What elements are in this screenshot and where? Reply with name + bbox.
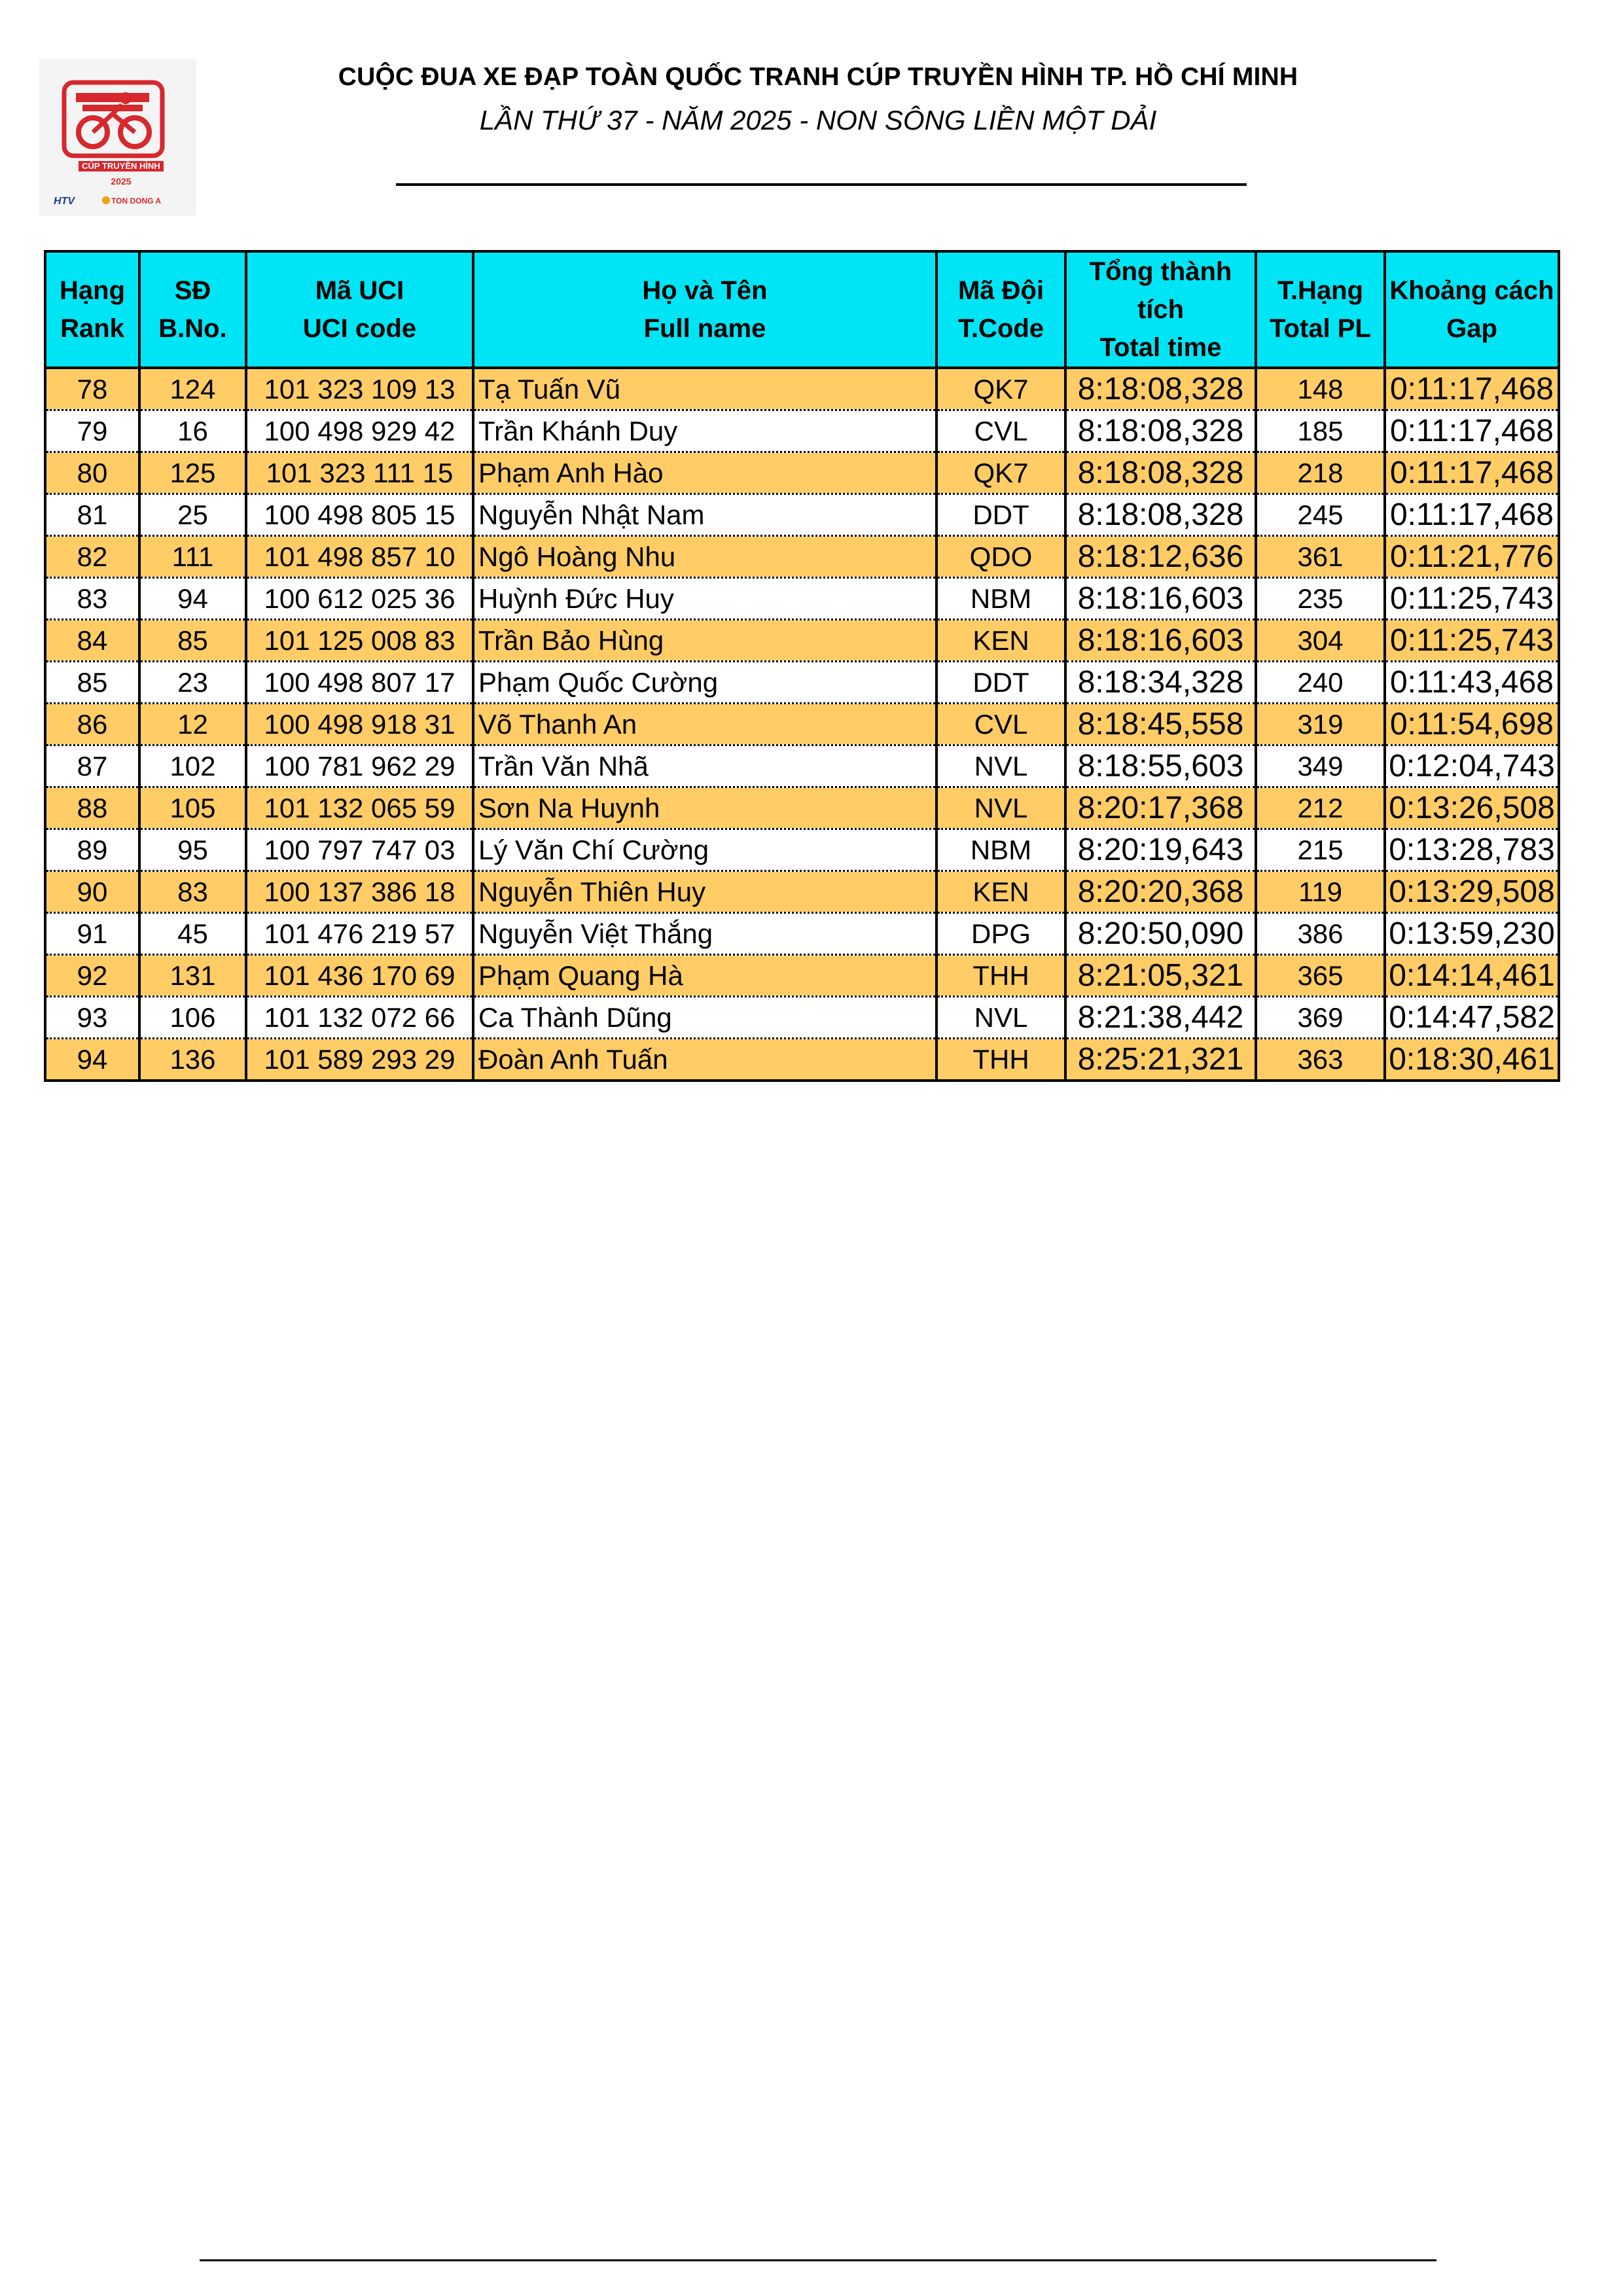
cell-team: NVL <box>936 745 1065 787</box>
cell-pl: 240 <box>1256 662 1385 704</box>
cell-name: Ngô Hoàng Nhu <box>473 536 936 578</box>
cell-bib: 111 <box>139 536 246 578</box>
event-logo <box>39 59 196 216</box>
table-row <box>45 578 1559 620</box>
cell-pl: 365 <box>1256 955 1385 997</box>
cell-bib: 125 <box>139 452 246 494</box>
header-uci-code: Mã UCI UCI code <box>246 251 473 368</box>
cell-team: KEN <box>936 871 1065 913</box>
cell-pl: 349 <box>1256 745 1385 787</box>
cell-name: Huỳnh Đức Huy <box>473 578 936 620</box>
table-row <box>45 452 1559 494</box>
cell-pl: 304 <box>1256 620 1385 662</box>
page-title: CUỘC ĐUA XE ĐẠP TOÀN QUỐC TRANH CÚP TRUYỀN HÌNH TP. HỒ CHÍ MINH <box>338 63 1298 91</box>
logo-sponsor-htv: HTV <box>54 196 75 207</box>
cell-bib: 16 <box>139 410 246 452</box>
cell-uci: 100 498 807 17 <box>246 662 473 704</box>
cell-time: 8:20:19,643 <box>1065 829 1256 871</box>
cell-rank: 82 <box>45 536 139 578</box>
cell-gap: 0:11:25,743 <box>1385 620 1559 662</box>
cell-name: Trần Khánh Duy <box>473 410 936 452</box>
cell-gap: 0:14:14,461 <box>1385 955 1559 997</box>
cell-gap: 0:11:17,468 <box>1385 452 1559 494</box>
table-row <box>45 662 1559 704</box>
cell-uci: 101 498 857 10 <box>246 536 473 578</box>
cell-gap: 0:13:29,508 <box>1385 871 1559 913</box>
cell-time: 8:20:50,090 <box>1065 913 1256 955</box>
cell-team: DDT <box>936 494 1065 536</box>
cell-rank: 86 <box>45 704 139 745</box>
cell-pl: 218 <box>1256 452 1385 494</box>
cell-uci: 100 797 747 03 <box>246 829 473 871</box>
table-row <box>45 494 1559 536</box>
header-team-code: Mã Đội T.Code <box>936 251 1065 368</box>
cell-time: 8:21:05,321 <box>1065 955 1256 997</box>
cell-name: Tạ Tuấn Vũ <box>473 368 936 410</box>
title-underline <box>396 183 1247 186</box>
cell-rank: 83 <box>45 578 139 620</box>
cell-pl: 119 <box>1256 871 1385 913</box>
results-table <box>44 250 1560 1082</box>
table-header-row <box>45 251 1559 368</box>
cell-gap: 0:11:43,468 <box>1385 662 1559 704</box>
cell-gap: 0:12:04,743 <box>1385 745 1559 787</box>
header-total-pl: T.Hạng Total PL <box>1256 251 1385 368</box>
cell-team: KEN <box>936 620 1065 662</box>
table-row <box>45 745 1559 787</box>
cell-uci: 100 498 918 31 <box>246 704 473 745</box>
cell-rank: 79 <box>45 410 139 452</box>
cell-uci: 101 323 109 13 <box>246 368 473 410</box>
cell-name: Nguyễn Thiên Huy <box>473 871 936 913</box>
cell-name: Đoàn Anh Tuấn <box>473 1039 936 1081</box>
cell-team: QDO <box>936 536 1065 578</box>
cell-team: CVL <box>936 704 1065 745</box>
table-row <box>45 871 1559 913</box>
cell-uci: 101 132 065 59 <box>246 787 473 829</box>
cell-bib: 25 <box>139 494 246 536</box>
cell-name: Nguyễn Việt Thắng <box>473 913 936 955</box>
cell-team: NVL <box>936 997 1065 1039</box>
cell-team: DPG <box>936 913 1065 955</box>
table-row <box>45 787 1559 829</box>
cell-time: 8:18:55,603 <box>1065 745 1256 787</box>
cell-rank: 93 <box>45 997 139 1039</box>
footer-rule <box>200 2259 1436 2261</box>
cell-rank: 94 <box>45 1039 139 1081</box>
table-row <box>45 829 1559 871</box>
cell-bib: 45 <box>139 913 246 955</box>
cell-uci: 101 323 111 15 <box>246 452 473 494</box>
cell-gap: 0:18:30,461 <box>1385 1039 1559 1081</box>
table-row <box>45 368 1559 410</box>
cell-rank: 84 <box>45 620 139 662</box>
cell-team: QK7 <box>936 452 1065 494</box>
cell-bib: 94 <box>139 578 246 620</box>
cell-time: 8:18:12,636 <box>1065 536 1256 578</box>
table-row <box>45 620 1559 662</box>
logo-year: 2025 <box>111 176 132 187</box>
cell-pl: 215 <box>1256 829 1385 871</box>
cell-pl: 185 <box>1256 410 1385 452</box>
logo-sponsor-tondonga: TON DONG A <box>111 196 162 206</box>
cell-time: 8:21:38,442 <box>1065 997 1256 1039</box>
cell-name: Nguyễn Nhật Nam <box>473 494 936 536</box>
cell-uci: 100 498 805 15 <box>246 494 473 536</box>
logo-name: CÚP TRUYỀN HÌNH <box>82 161 160 171</box>
cell-gap: 0:11:54,698 <box>1385 704 1559 745</box>
table-row <box>45 913 1559 955</box>
cell-rank: 89 <box>45 829 139 871</box>
cell-team: NBM <box>936 829 1065 871</box>
cell-rank: 85 <box>45 662 139 704</box>
cell-bib: 102 <box>139 745 246 787</box>
header-gap: Khoảng cách Gap <box>1385 251 1559 368</box>
cell-uci: 101 125 008 83 <box>246 620 473 662</box>
cell-time: 8:18:08,328 <box>1065 494 1256 536</box>
cell-uci: 101 132 072 66 <box>246 997 473 1039</box>
cell-uci: 100 498 929 42 <box>246 410 473 452</box>
cell-name: Ca Thành Dũng <box>473 997 936 1039</box>
cell-rank: 80 <box>45 452 139 494</box>
cell-time: 8:18:08,328 <box>1065 452 1256 494</box>
cell-pl: 148 <box>1256 368 1385 410</box>
cell-pl: 363 <box>1256 1039 1385 1081</box>
cell-pl: 212 <box>1256 787 1385 829</box>
cell-gap: 0:11:17,468 <box>1385 494 1559 536</box>
cell-team: DDT <box>936 662 1065 704</box>
cell-pl: 319 <box>1256 704 1385 745</box>
cell-gap: 0:14:47,582 <box>1385 997 1559 1039</box>
cell-team: NVL <box>936 787 1065 829</box>
cell-bib: 106 <box>139 997 246 1039</box>
cyclist-logo-icon <box>39 59 196 216</box>
cell-bib: 105 <box>139 787 246 829</box>
cell-team: THH <box>936 1039 1065 1081</box>
cell-time: 8:20:17,368 <box>1065 787 1256 829</box>
table-row <box>45 1039 1559 1081</box>
cell-uci: 101 436 170 69 <box>246 955 473 997</box>
cell-pl: 235 <box>1256 578 1385 620</box>
cell-time: 8:25:21,321 <box>1065 1039 1256 1081</box>
table-row <box>45 536 1559 578</box>
cell-uci: 100 612 025 36 <box>246 578 473 620</box>
cell-rank: 90 <box>45 871 139 913</box>
cell-gap: 0:11:21,776 <box>1385 536 1559 578</box>
cell-bib: 23 <box>139 662 246 704</box>
page-subtitle: LẦN THỨ 37 - NĂM 2025 - NON SÔNG LIỀN MỘT DẢI <box>479 105 1157 135</box>
cell-pl: 386 <box>1256 913 1385 955</box>
cell-team: NBM <box>936 578 1065 620</box>
table-row <box>45 410 1559 452</box>
cell-pl: 245 <box>1256 494 1385 536</box>
cell-time: 8:18:45,558 <box>1065 704 1256 745</box>
header-rank: Hạng Rank <box>45 251 139 368</box>
table-row <box>45 704 1559 745</box>
cell-name: Trần Bảo Hùng <box>473 620 936 662</box>
cell-name: Võ Thanh An <box>473 704 936 745</box>
cell-name: Sơn Na Huynh <box>473 787 936 829</box>
cell-time: 8:18:08,328 <box>1065 410 1256 452</box>
cell-rank: 87 <box>45 745 139 787</box>
cell-rank: 91 <box>45 913 139 955</box>
table-row <box>45 997 1559 1039</box>
cell-pl: 361 <box>1256 536 1385 578</box>
cell-time: 8:18:08,328 <box>1065 368 1256 410</box>
cell-bib: 95 <box>139 829 246 871</box>
cell-name: Phạm Quốc Cường <box>473 662 936 704</box>
cell-bib: 136 <box>139 1039 246 1081</box>
cell-time: 8:18:34,328 <box>1065 662 1256 704</box>
cell-uci: 100 137 386 18 <box>246 871 473 913</box>
cell-bib: 85 <box>139 620 246 662</box>
cell-name: Phạm Quang Hà <box>473 955 936 997</box>
cell-team: QK7 <box>936 368 1065 410</box>
cell-bib: 124 <box>139 368 246 410</box>
cell-gap: 0:11:17,468 <box>1385 368 1559 410</box>
cell-rank: 81 <box>45 494 139 536</box>
cell-gap: 0:13:28,783 <box>1385 829 1559 871</box>
cell-rank: 92 <box>45 955 139 997</box>
cell-time: 8:20:20,368 <box>1065 871 1256 913</box>
cell-name: Lý Văn Chí Cường <box>473 829 936 871</box>
cell-gap: 0:13:59,230 <box>1385 913 1559 955</box>
cell-rank: 78 <box>45 368 139 410</box>
header-total-time: Tổng thành tích Total time <box>1065 251 1256 368</box>
cell-team: CVL <box>936 410 1065 452</box>
cell-bib: 12 <box>139 704 246 745</box>
header-bib: SĐ B.No. <box>139 251 246 368</box>
cell-time: 8:18:16,603 <box>1065 620 1256 662</box>
cell-time: 8:18:16,603 <box>1065 578 1256 620</box>
table-row <box>45 955 1559 997</box>
cell-name: Phạm Anh Hào <box>473 452 936 494</box>
cell-pl: 369 <box>1256 997 1385 1039</box>
cell-gap: 0:11:17,468 <box>1385 410 1559 452</box>
cell-uci: 101 476 219 57 <box>246 913 473 955</box>
cell-bib: 131 <box>139 955 246 997</box>
cell-uci: 101 589 293 29 <box>246 1039 473 1081</box>
cell-bib: 83 <box>139 871 246 913</box>
header-full-name: Họ và Tên Full name <box>473 251 936 368</box>
cell-team: THH <box>936 955 1065 997</box>
cell-uci: 100 781 962 29 <box>246 745 473 787</box>
cell-name: Trần Văn Nhã <box>473 745 936 787</box>
cell-rank: 88 <box>45 787 139 829</box>
cell-gap: 0:13:26,508 <box>1385 787 1559 829</box>
cell-gap: 0:11:25,743 <box>1385 578 1559 620</box>
